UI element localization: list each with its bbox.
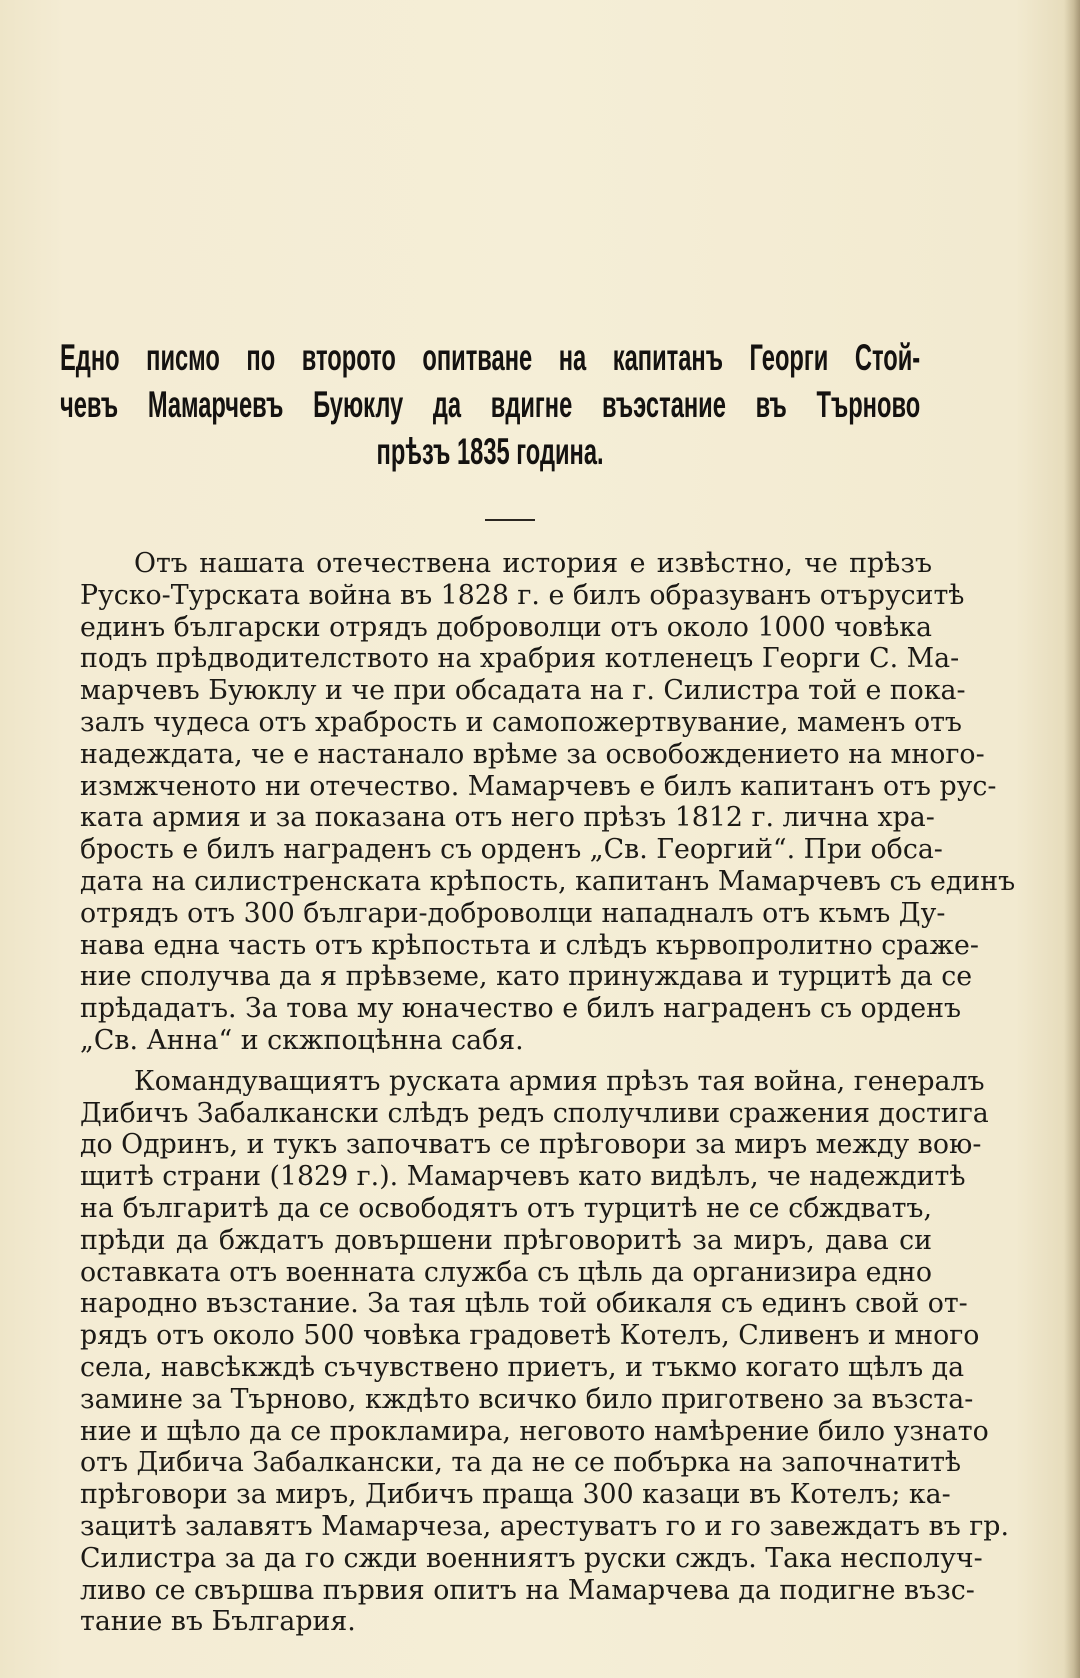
- text-line: зацитѣ залавятъ Мамарчеза, арестуватъ го и го завеждатъ въ гр.: [80, 1510, 1009, 1542]
- text-line: народно възстание. За тая цѣль той обикаля съ единъ свой от-: [80, 1288, 968, 1320]
- paragraph-gap: [80, 1057, 932, 1066]
- text-line: Отъ нашата отечествена история е извѣстно, че прѣзъ: [134, 548, 932, 579]
- text-line: „Св. Анна“ и скжпоцѣнна сабя.: [80, 1024, 524, 1056]
- text-line: рядъ отъ около 500 човѣка градоветѣ Котелъ, Сливенъ и много: [80, 1320, 980, 1352]
- text-line: единъ български отрядъ доброволци отъ около 1000 човѣка: [80, 611, 932, 643]
- text-line: надеждата, че е настанало врѣме за освобождението на много-: [80, 738, 985, 770]
- text-line: залъ чудеса отъ храбрость и самопожертвувание, маменъ отъ: [80, 706, 962, 738]
- title-line: чевъ Мамарчевъ Буюклу да вдигне въэстание въ Търново: [60, 384, 921, 425]
- text-line: марчевъ Буюклу и че при обсадата на г. Силистра той е пока-: [80, 675, 966, 707]
- title-divider: [485, 519, 535, 521]
- text-line: ката армия и за показана отъ него прѣзъ 1812 г. лична хра-: [80, 802, 935, 834]
- text-line: брость е билъ награденъ съ орденъ „Св. Георгий“. При обса-: [80, 834, 943, 866]
- text-line: отрядъ отъ 300 българи-доброволци нападналъ отъ къмъ Ду-: [80, 897, 946, 929]
- text-line: ливо се свършва първия опитъ на Мамарчева да подигне възс-: [80, 1574, 975, 1606]
- text-line: села, навсѣкждѣ съчувствено приетъ, и тъкмо когато щѣлъ да: [80, 1351, 965, 1383]
- title-line: прѣзъ 1835 година.: [376, 431, 604, 472]
- text-line: тание въ България.: [80, 1606, 356, 1638]
- text-line: до Одринъ, и тукъ започватъ се прѣговори за миръ между вою-: [80, 1129, 982, 1161]
- paragraph-1: [80, 548, 1016, 1057]
- text-line: прѣговори за миръ, Дибичъ праща 300 казаци въ Котелъ; ка-: [80, 1479, 951, 1511]
- text-line: щитѣ страни (1829 г.). Мамарчевъ като видѣлъ, че надеждитѣ: [80, 1161, 966, 1193]
- paragraph-2: [80, 1065, 1009, 1638]
- text-line: Командуващиятъ руската армия прѣзъ тая война, генералъ: [134, 1065, 985, 1097]
- document-title: [60, 334, 921, 475]
- text-line: отъ Дибича Забалкански, та да не се побърка на започнатитѣ: [80, 1447, 962, 1479]
- text-line: прѣди да бждатъ довършени прѣговоритѣ за миръ, дава си: [80, 1224, 932, 1256]
- text-line: Дибичъ Забалкански слѣдъ редъ сполучливи сражения достига: [80, 1097, 989, 1129]
- text-line: Руско-Турската война въ 1828 г. е билъ образуванъ отъруситѣ: [80, 579, 965, 611]
- body-text: [80, 548, 1016, 1638]
- text-line: оставката отъ военната служба съ цѣль да организира едно: [80, 1256, 932, 1288]
- page-edge-shadow: [1064, 0, 1080, 1678]
- text-line: ние и щѣло да се прокламира, неговото намѣрение било узнато: [80, 1415, 989, 1447]
- text-line: подъ прѣдводителството на храбрия котленецъ Георги С. Ма-: [80, 643, 960, 675]
- text-line: прѣдадатъ. За това му юначество е билъ награденъ съ орденъ: [80, 993, 962, 1025]
- text-line: измжченото ни отечество. Мамарчевъ е билъ капитанъ отъ рус-: [80, 770, 997, 802]
- text-line: нава една часть отъ крѣпостьта и слѣдъ кървопролитно сраже-: [80, 929, 979, 961]
- title-line: Едно писмо по второто опитване на капитанъ Георги Стой-: [60, 337, 921, 378]
- text-line: Силистра за да го сжди военниятъ руски сждъ. Така несполуч-: [80, 1542, 983, 1574]
- text-line: замине за Търново, кждѣто всичко било приготвено за възста-: [80, 1383, 974, 1415]
- text-line: на българитѣ да се освободятъ отъ турцитѣ не се сбждватъ,: [80, 1192, 932, 1224]
- text-line: дата на силистренската крѣпость, капитанъ Мамарчевъ съ единъ: [80, 865, 1016, 897]
- text-line: ние сполучва да я прѣвземе, като принуждава и турцитѣ да се: [80, 961, 973, 993]
